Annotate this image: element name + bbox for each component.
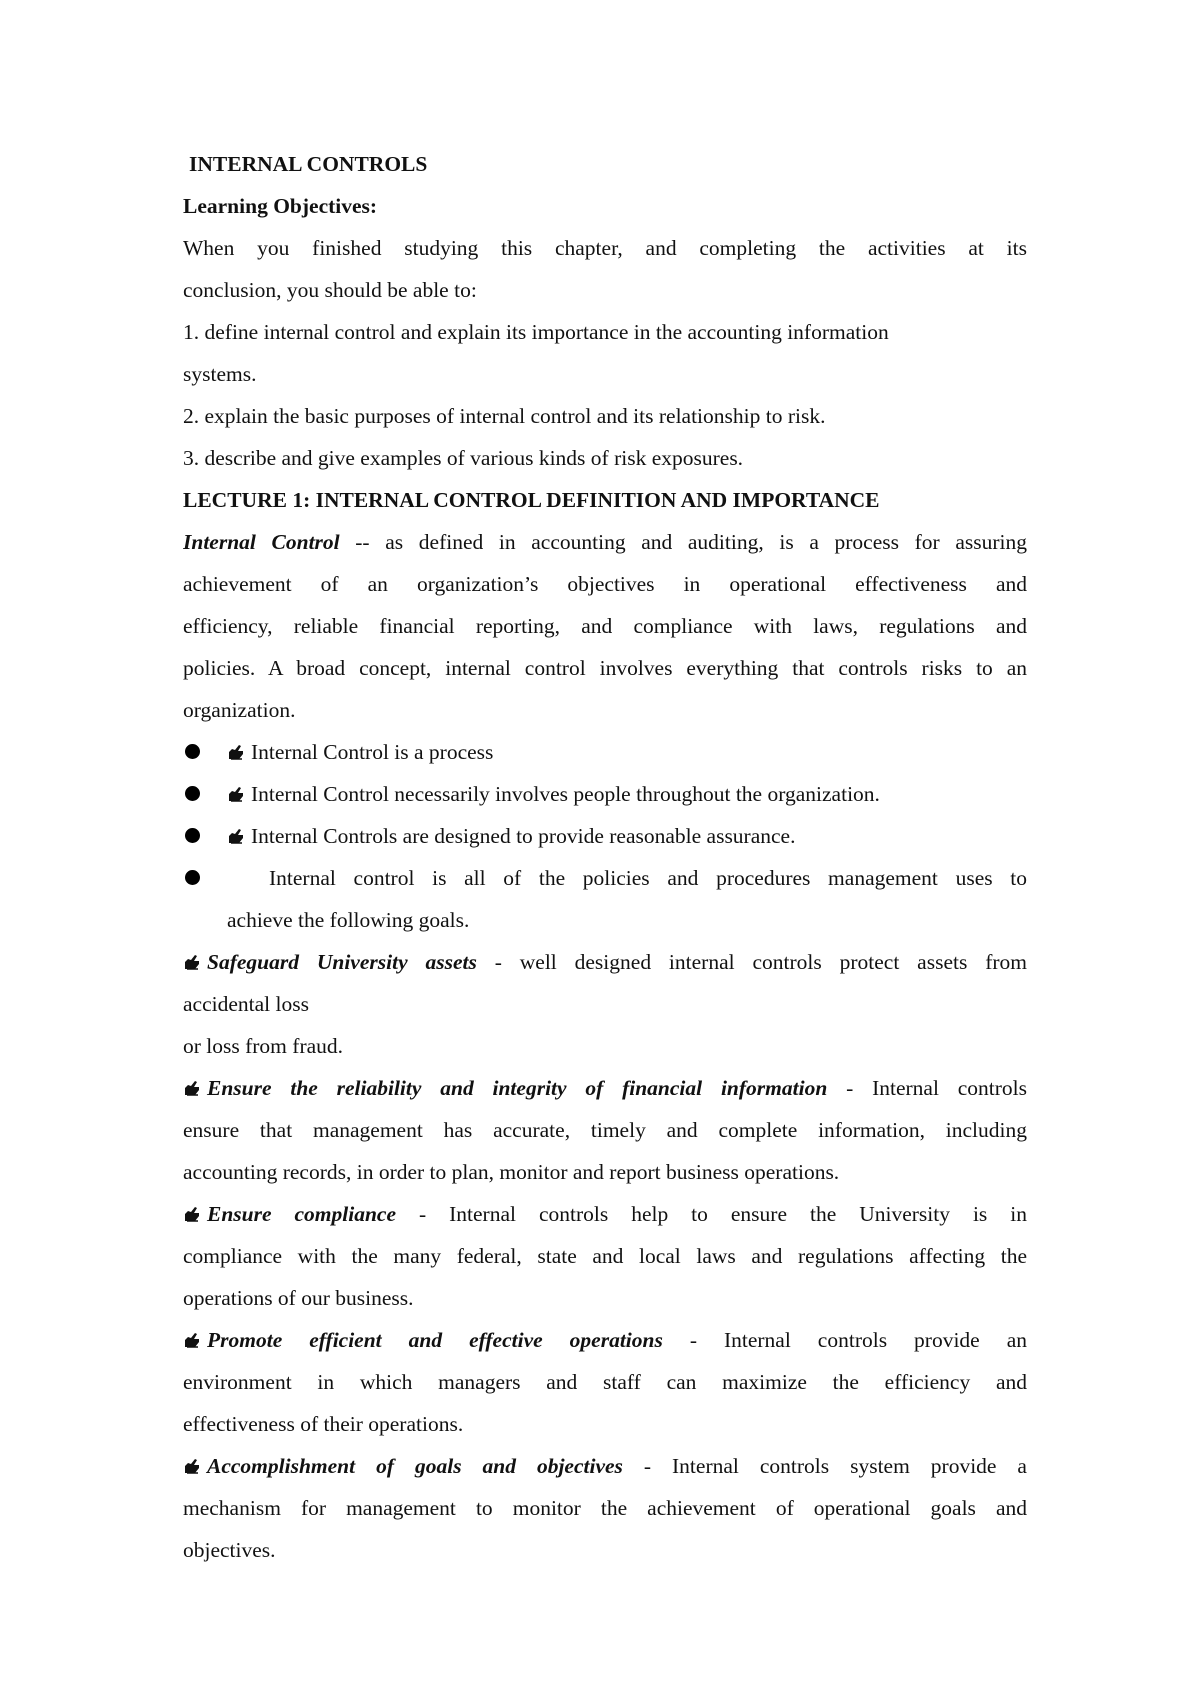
goal-term: Accomplishment of goals and objectives — [207, 1454, 623, 1478]
goal-operations-line: Promote efficient and effective operations - Internal controls provide an — [183, 1319, 1027, 1361]
goal-safeguard-line: or loss from fraud. — [183, 1034, 344, 1058]
objective-item-1-cont: systems. — [183, 362, 257, 386]
definition-term: Internal Control — [183, 530, 340, 554]
filled-circle-bullet-icon — [185, 870, 200, 885]
objective-item-3: 3. describe and give examples of various kinds of risk exposures. — [183, 446, 744, 470]
bullet-item: Internal Controls are designed to provide reasonable assurance. — [183, 815, 1027, 857]
goal-compliance-line: compliance with the many federal, state and local laws and regulations affecting the — [183, 1244, 1027, 1268]
writing-hand-icon — [183, 1457, 201, 1475]
goal-term: Safeguard University assets — [207, 950, 477, 974]
goal-reliability-line: Ensure the reliability and integrity of financial information - Internal controls — [183, 1067, 1027, 1109]
goal-operations-line: environment in which managers and staff can maximize the efficiency and — [183, 1370, 1027, 1394]
goal-safeguard-line: Safeguard University assets - well designed internal controls protect assets from — [183, 941, 1027, 983]
learning-objectives-heading: Learning Objectives: — [183, 194, 378, 218]
definition-paragraph-line: organization. — [183, 698, 296, 722]
bullet-item: Internal Control necessarily involves people throughout the organization. — [183, 773, 1027, 815]
goal-operations-line: effectiveness of their operations. — [183, 1412, 464, 1436]
goal-safeguard-line: accidental loss — [183, 992, 309, 1016]
document-page — [183, 143, 1027, 1571]
objective-item-1: 1. define internal control and explain its importance in the accounting information — [183, 320, 889, 344]
goal-compliance-line: operations of our business. — [183, 1286, 414, 1310]
goal-reliability-line: ensure that management has accurate, timely and complete information, including — [183, 1118, 1027, 1142]
definition-paragraph-line: efficiency, reliable financial reporting, and compliance with laws, regulations and — [183, 614, 1027, 638]
filled-circle-bullet-icon — [185, 786, 200, 801]
lecture-heading: LECTURE 1: INTERNAL CONTROL DEFINITION AND IMPORTANCE — [183, 488, 880, 512]
definition-paragraph-line: achievement of an organization’s objectives in operational effectiveness and — [183, 572, 1027, 596]
writing-hand-icon — [183, 1205, 201, 1223]
document-title: INTERNAL CONTROLS — [189, 152, 428, 176]
goal-reliability-line: accounting records, in order to plan, monitor and report business operations. — [183, 1160, 840, 1184]
writing-hand-icon — [183, 1331, 201, 1349]
goal-compliance-line: Ensure compliance - Internal controls help to ensure the University is in — [183, 1193, 1027, 1235]
filled-circle-bullet-icon — [185, 744, 200, 759]
bullet-item: Internal Control is a process — [183, 731, 1027, 773]
definition-paragraph-line: Internal Control -- as defined in accounting and auditing, is a process for assuring — [183, 530, 1027, 554]
goal-accomplishment-line: mechanism for management to monitor the achievement of operational goals and — [183, 1496, 1027, 1520]
goal-term: Ensure the reliability and integrity of financial information — [207, 1076, 828, 1100]
definition-paragraph-line: policies. A broad concept, internal control involves everything that controls risks to an — [183, 656, 1027, 680]
goal-term: Ensure compliance — [207, 1202, 397, 1226]
writing-hand-icon — [183, 1079, 201, 1097]
objective-item-2: 2. explain the basic purposes of internal control and its relationship to risk. — [183, 404, 826, 428]
goal-accomplishment-line: objectives. — [183, 1538, 276, 1562]
bullet-item-cont: achieve the following goals. — [227, 908, 470, 932]
writing-hand-icon — [183, 953, 201, 971]
goal-term: Promote efficient and effective operations — [207, 1328, 663, 1352]
bullet-item: Internal control is all of the policies and procedures management uses to — [183, 857, 1027, 899]
objectives-intro-line: conclusion, you should be able to: — [183, 278, 477, 302]
writing-hand-icon — [227, 785, 245, 803]
writing-hand-icon — [227, 827, 245, 845]
goal-accomplishment-line: Accomplishment of goals and objectives - Internal controls system provide a — [183, 1445, 1027, 1487]
objectives-intro-line: When you finished studying this chapter, and completing the activities at its — [183, 236, 1027, 260]
filled-circle-bullet-icon — [185, 828, 200, 843]
writing-hand-icon — [227, 743, 245, 761]
